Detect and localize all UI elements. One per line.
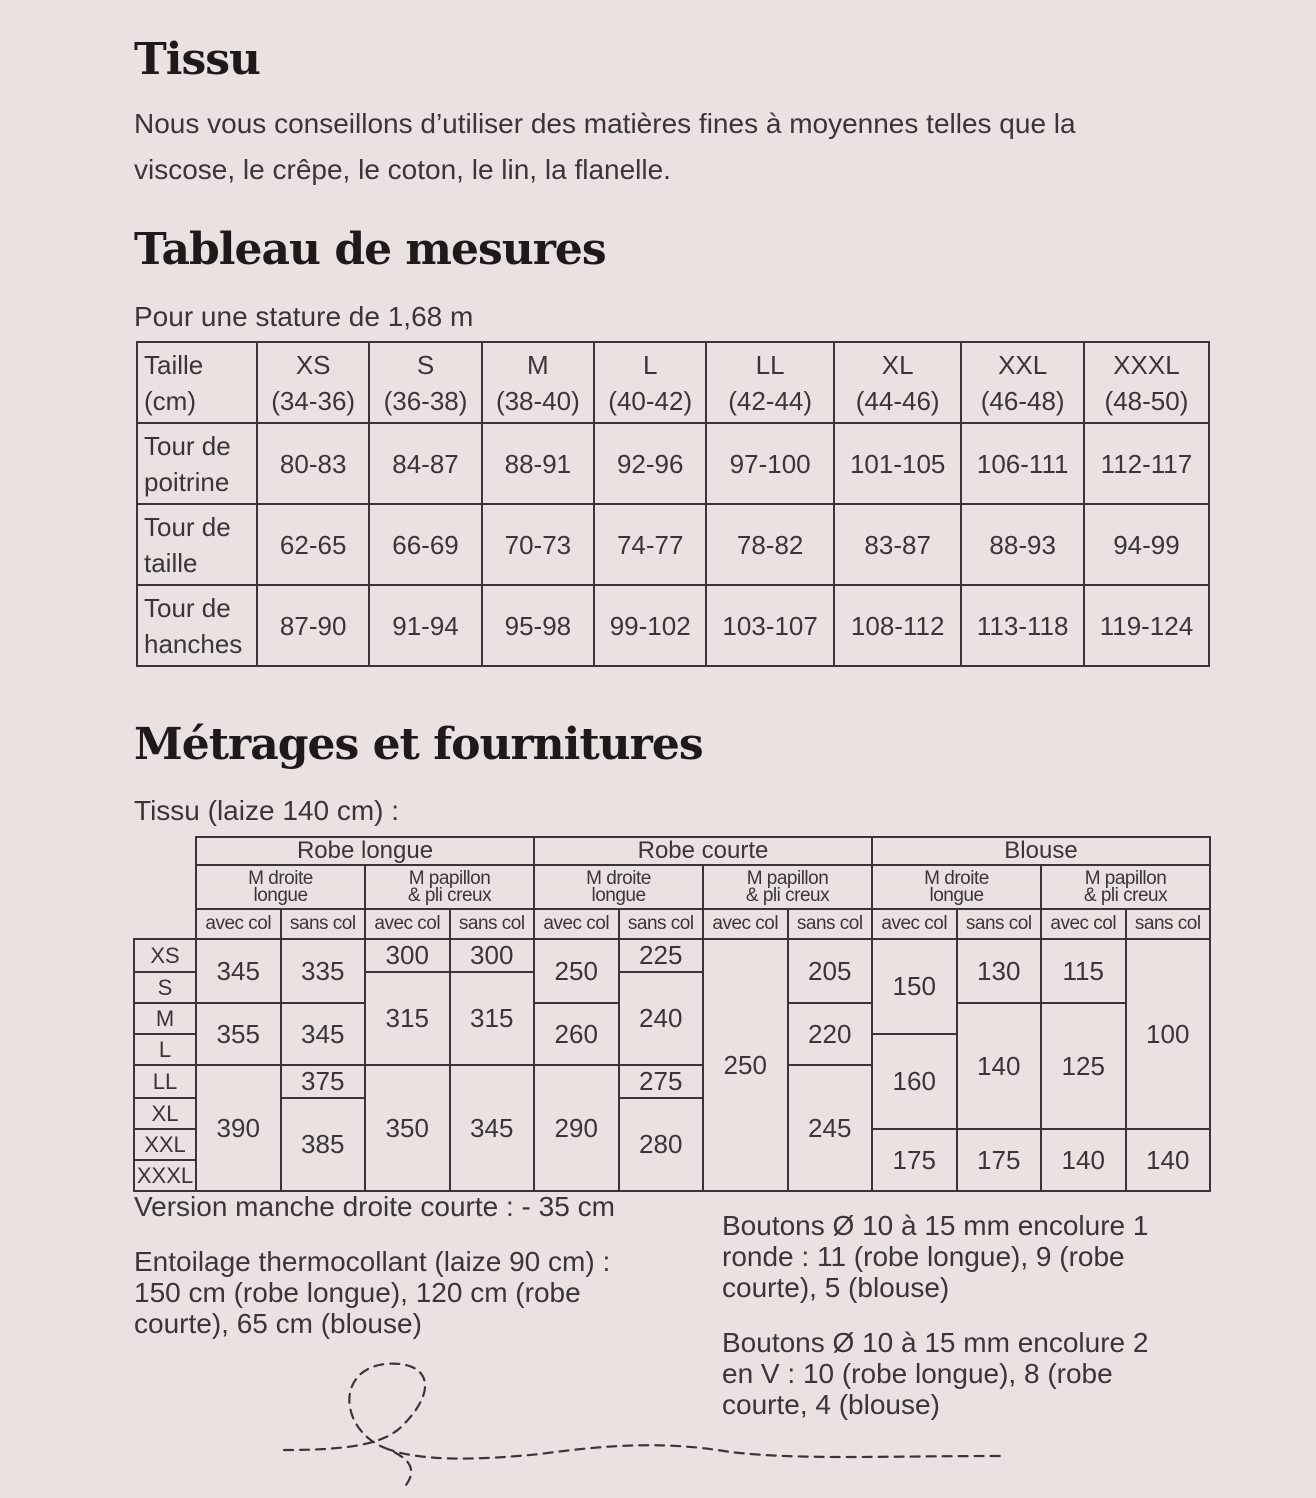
size-label: XS	[134, 939, 196, 972]
variant-header	[196, 865, 365, 909]
value-cell: 94-99	[1084, 504, 1209, 585]
group-header-robe-longue: Robe longue	[196, 837, 534, 865]
value-cell: 80-83	[257, 423, 369, 504]
size-range: (40-42)	[608, 385, 693, 416]
table-header-row	[137, 342, 1209, 423]
value-cell: 375	[281, 1065, 366, 1098]
table-row	[137, 504, 1209, 585]
value-cell: 140	[1041, 1129, 1126, 1191]
variant-header	[534, 865, 703, 909]
table-row	[137, 585, 1209, 666]
value-cell: 70-73	[482, 504, 594, 585]
size-name: XL	[881, 349, 914, 380]
value-cell: 84-87	[369, 423, 481, 504]
value-cell: 300	[450, 939, 535, 972]
value-cell: 345	[196, 939, 281, 1003]
row-label-cell	[137, 585, 257, 666]
size-header-cell	[594, 342, 706, 423]
note-line: courte, 4 (blouse)	[722, 1389, 940, 1420]
value-cell: 245	[788, 1065, 873, 1191]
size-range: (44-46)	[855, 385, 940, 416]
value-cell: 66-69	[369, 504, 481, 585]
size-name: M	[527, 349, 549, 380]
value-cell: 108-112	[834, 585, 962, 666]
tissu-text-line-1: Nous vous conseillons d’utiliser des matières fines à moyennes telles que la	[134, 108, 1076, 139]
measurement-table	[136, 341, 1210, 667]
note-line: courte), 5 (blouse)	[722, 1272, 950, 1303]
blank-corner	[134, 909, 196, 939]
size-range: (36-38)	[383, 385, 468, 416]
size-header-cell	[706, 342, 834, 423]
value-cell: 260	[534, 1003, 619, 1065]
size-header-cell	[482, 342, 594, 423]
note-line: Entoilage thermocollant (laize 90 cm) :	[134, 1246, 611, 1277]
row-label-line: hanches	[144, 628, 243, 659]
value-cell: 106-111	[961, 423, 1083, 504]
value-cell: 385	[281, 1098, 366, 1191]
value-cell: 150	[872, 939, 957, 1034]
value-cell: 355	[196, 1003, 281, 1065]
size-label: S	[134, 972, 196, 1003]
header-label-line: (cm)	[144, 385, 196, 416]
value-cell: 280	[619, 1098, 704, 1191]
size-name: XS	[295, 349, 331, 380]
note-entoilage	[134, 1246, 610, 1339]
value-cell: 115	[1041, 939, 1126, 1003]
value-cell: 87-90	[257, 585, 369, 666]
size-label: LL	[134, 1065, 196, 1098]
size-header-cell	[369, 342, 481, 423]
variant-line: longue	[929, 885, 984, 906]
value-cell: 97-100	[706, 423, 834, 504]
variant-header	[365, 865, 534, 909]
collar-header-row	[134, 909, 1210, 939]
collar-header: avec col	[1041, 909, 1126, 939]
size-name: XXL	[998, 349, 1048, 380]
size-name: XXXL	[1113, 349, 1180, 380]
row-label-line: Tour de	[144, 430, 231, 461]
value-cell: 175	[872, 1129, 957, 1191]
table-row	[137, 423, 1209, 504]
variant-line: M droite	[248, 868, 313, 889]
value-cell: 160	[872, 1034, 957, 1129]
section-title-tissu: Tissu	[134, 34, 260, 85]
size-range: (46-48)	[980, 385, 1065, 416]
value-cell: 112-117	[1084, 423, 1209, 504]
collar-header: avec col	[365, 909, 450, 939]
row-label-line: poitrine	[144, 466, 230, 497]
note-line: 150 cm (robe longue), 120 cm (robe	[134, 1277, 581, 1308]
size-range: (38-40)	[495, 385, 580, 416]
value-cell: 92-96	[594, 423, 706, 504]
row-label-line: Tour de	[144, 592, 231, 623]
size-label: L	[134, 1034, 196, 1065]
collar-header: avec col	[534, 909, 619, 939]
group-header-row	[134, 837, 1210, 865]
value-cell: 140	[957, 1003, 1042, 1129]
value-cell: 205	[788, 939, 873, 1003]
value-cell: 91-94	[369, 585, 481, 666]
value-cell: 113-118	[961, 585, 1083, 666]
value-cell: 62-65	[257, 504, 369, 585]
size-header-cell	[1084, 342, 1209, 423]
note-line: Boutons Ø 10 à 15 mm encolure 1	[722, 1210, 1149, 1241]
collar-header: sans col	[788, 909, 873, 939]
variant-header-row	[134, 865, 1210, 909]
value-cell: 175	[957, 1129, 1042, 1191]
value-cell: 130	[957, 939, 1042, 1003]
collar-header: avec col	[872, 909, 957, 939]
value-cell: 290	[534, 1065, 619, 1191]
value-cell: 390	[196, 1065, 281, 1191]
row-label-line: Tour de	[144, 511, 231, 542]
section-title-mesures: Tableau de mesures	[134, 224, 606, 275]
value-cell: 345	[450, 1065, 535, 1191]
size-header-cell	[257, 342, 369, 423]
collar-header: sans col	[619, 909, 704, 939]
variant-header	[872, 865, 1041, 909]
value-cell: 125	[1041, 1003, 1126, 1129]
variant-header	[703, 865, 872, 909]
value-cell: 78-82	[706, 504, 834, 585]
collar-header: sans col	[957, 909, 1042, 939]
value-cell: 74-77	[594, 504, 706, 585]
variant-line: & pli creux	[745, 885, 830, 906]
mesures-subtitle: Pour une stature de 1,68 m	[134, 301, 474, 332]
variant-line: longue	[253, 885, 308, 906]
variant-line: M papillon	[746, 868, 829, 889]
variant-header	[1041, 865, 1210, 909]
value-cell: 275	[619, 1065, 704, 1098]
note-line: ronde : 11 (robe longue), 9 (robe	[722, 1241, 1125, 1272]
size-header-cell	[961, 342, 1083, 423]
value-cell: 101-105	[834, 423, 962, 504]
value-cell: 250	[703, 939, 788, 1191]
note-line: en V : 10 (robe longue), 8 (robe	[722, 1358, 1113, 1389]
dashed-stitch-decoration	[280, 1350, 1010, 1498]
collar-header: avec col	[703, 909, 788, 939]
fabric-yardage-table	[133, 836, 1211, 1192]
value-cell: 88-93	[961, 504, 1083, 585]
note-line: courte), 65 cm (blouse)	[134, 1308, 422, 1339]
value-cell: 240	[619, 972, 704, 1065]
value-cell: 335	[281, 939, 366, 1003]
row-label-cell	[137, 504, 257, 585]
variant-line: longue	[591, 885, 646, 906]
variant-line: & pli creux	[1083, 885, 1168, 906]
size-range: (42-44)	[728, 385, 813, 416]
value-cell: 119-124	[1084, 585, 1209, 666]
value-cell: 95-98	[482, 585, 594, 666]
value-cell: 220	[788, 1003, 873, 1065]
table-row	[134, 939, 1210, 972]
size-label: XL	[134, 1098, 196, 1129]
size-label: M	[134, 1003, 196, 1034]
size-label: XXL	[134, 1129, 196, 1160]
note-manche: Version manche droite courte : - 35 cm	[134, 1191, 615, 1222]
row-label-line: taille	[144, 547, 198, 578]
variant-line: M papillon	[1084, 868, 1167, 889]
value-cell: 140	[1126, 1129, 1211, 1191]
group-header-robe-courte: Robe courte	[534, 837, 872, 865]
size-range: (34-36)	[271, 385, 356, 416]
size-name: L	[642, 349, 658, 380]
collar-header: sans col	[1126, 909, 1211, 939]
size-label: XXXL	[134, 1160, 196, 1191]
metrages-subtitle: Tissu (laize 140 cm) :	[134, 795, 400, 826]
size-name: LL	[755, 349, 785, 380]
collar-header: sans col	[450, 909, 535, 939]
variant-line: M droite	[586, 868, 651, 889]
size-name: S	[416, 349, 435, 380]
note-boutons-1	[722, 1210, 1148, 1303]
variant-line: M papillon	[408, 868, 491, 889]
group-header-blouse: Blouse	[872, 837, 1210, 865]
value-cell: 315	[450, 972, 535, 1065]
blank-corner	[134, 837, 196, 865]
value-cell: 99-102	[594, 585, 706, 666]
value-cell: 88-91	[482, 423, 594, 504]
note-line: Boutons Ø 10 à 15 mm encolure 2	[722, 1327, 1149, 1358]
value-cell: 345	[281, 1003, 366, 1065]
tissu-text-line-2: viscose, le crêpe, le coton, le lin, la flanelle.	[134, 154, 671, 185]
value-cell: 83-87	[834, 504, 962, 585]
blank-corner	[134, 865, 196, 909]
size-range: (48-50)	[1104, 385, 1189, 416]
variant-line: & pli creux	[407, 885, 492, 906]
value-cell: 350	[365, 1065, 450, 1191]
variant-line: M droite	[924, 868, 989, 889]
value-cell: 300	[365, 939, 450, 972]
collar-header: avec col	[196, 909, 281, 939]
value-cell: 103-107	[706, 585, 834, 666]
value-cell: 315	[365, 972, 450, 1065]
value-cell: 225	[619, 939, 704, 972]
value-cell: 100	[1126, 939, 1211, 1129]
header-label-line: Taille	[144, 349, 204, 380]
row-label-cell	[137, 423, 257, 504]
size-header-cell	[834, 342, 962, 423]
header-label-cell	[137, 342, 257, 423]
value-cell: 250	[534, 939, 619, 1003]
collar-header: sans col	[281, 909, 366, 939]
section-title-metrages: Métrages et fournitures	[134, 719, 703, 770]
